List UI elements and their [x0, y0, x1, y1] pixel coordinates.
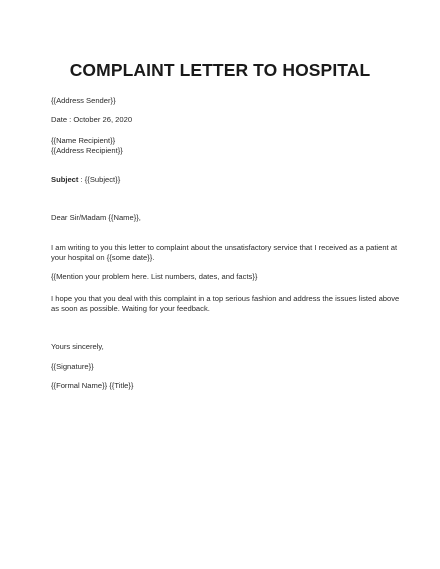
- signature: {{Signature}}: [51, 362, 94, 371]
- name-recipient: {{Name Recipient}}: [51, 136, 116, 145]
- paragraph-1-line-2: your hospital on {{some date}}.: [51, 253, 155, 262]
- paragraph-3-line-1: I hope you that you deal with this complaint in a top serious fashion and address the issues listed above: [51, 294, 400, 303]
- subject-value: : {{Subject}}: [78, 175, 121, 184]
- closing: Yours sincerely,: [51, 342, 104, 351]
- date-line: Date : October 26, 2020: [51, 115, 133, 124]
- paragraph-1-line-1: I am writing to you this letter to complaint about the unsatisfactory service that I received as a patient at: [51, 243, 398, 252]
- subject-line: [51, 175, 120, 186]
- formal-name-title: {{Formal Name}} {{Title}}: [51, 381, 134, 390]
- salutation: Dear Sir/Madam {{Name}},: [51, 213, 141, 222]
- paragraph-3-line-2: as soon as possible. Waiting for your feedback.: [51, 304, 210, 313]
- paragraph-2: {{Mention your problem here. List numbers, dates, and facts}}: [51, 272, 258, 281]
- address-recipient: {{Address Recipient}}: [51, 146, 123, 155]
- subject-label: Subject: [51, 175, 79, 184]
- address-sender: {{Address Sender}}: [51, 96, 116, 105]
- document-title: COMPLAINT LETTER TO HOSPITAL: [69, 60, 371, 80]
